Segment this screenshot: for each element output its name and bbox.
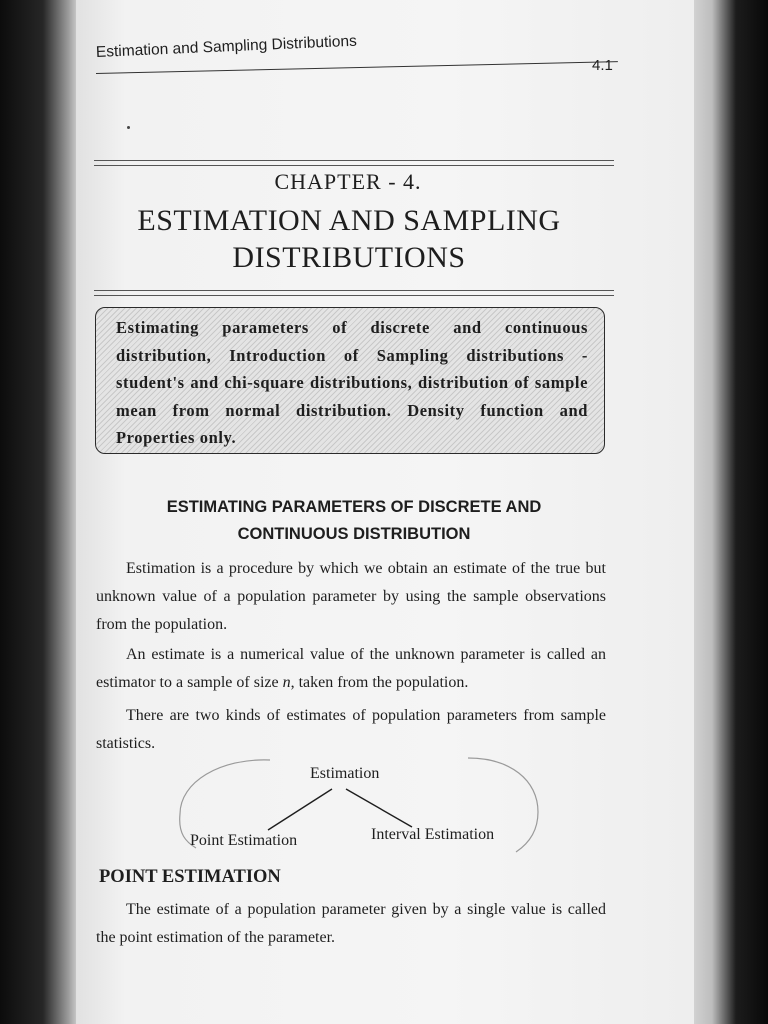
section-heading-line-2: CONTINUOUS DISTRIBUTION	[237, 525, 471, 543]
branch-line-right	[346, 789, 412, 827]
para2-text-b: , taken from the population.	[290, 674, 469, 691]
section-heading	[90, 494, 618, 548]
chapter-title-line-1: ESTIMATION AND SAMPLING	[137, 204, 561, 237]
para2-text-a: An estimate is a numerical value of the unknown parameter is called an estimator to a sample of size	[96, 646, 606, 691]
speck	[127, 126, 130, 129]
chapter-bottom-rule	[94, 290, 614, 296]
point-estimation-heading: POINT ESTIMATION	[99, 867, 281, 887]
diagram-right-label: Interval Estimation	[371, 826, 495, 843]
diagram-left-label: Point Estimation	[190, 832, 298, 849]
section-heading-line-1: ESTIMATING PARAMETERS OF DISCRETE AND	[166, 498, 542, 516]
chapter-title-line-2: DISTRIBUTIONS	[232, 241, 466, 274]
syllabus-box: Estimating parameters of discrete and continuous distribution, Introduction of Sampling distributions - student's and chi-square distributions, distribution of sample mean from normal distribution. Density function and Properties only.	[95, 307, 605, 454]
paragraph-estimate-definition	[96, 641, 606, 697]
paragraph-estimation-definition: Estimation is a procedure by which we obtain an estimate of the true but unknown value of a population parameter by using the sample observations from the population.	[96, 560, 606, 633]
paragraph-point-estimation: The estimate of a population parameter given by a single value is called the point estimation of the parameter.	[96, 901, 606, 946]
chapter-title	[92, 202, 606, 276]
running-head: Estimation and Sampling Distributions	[95, 32, 358, 61]
sample-size-variable: n	[282, 674, 291, 691]
paragraph-two-kinds: There are two kinds of estimates of population parameters from sample statistics.	[96, 707, 606, 752]
page-number: 4.1	[592, 57, 613, 74]
book-spine-shadow	[0, 0, 78, 1024]
chapter-top-rule	[94, 160, 614, 166]
estimation-diagram	[150, 752, 550, 862]
branch-line-left	[268, 789, 332, 830]
page-edge-shadow	[688, 0, 768, 1024]
chapter-label: CHAPTER - 4.	[274, 169, 422, 194]
diagram-root-label: Estimation	[310, 765, 380, 782]
